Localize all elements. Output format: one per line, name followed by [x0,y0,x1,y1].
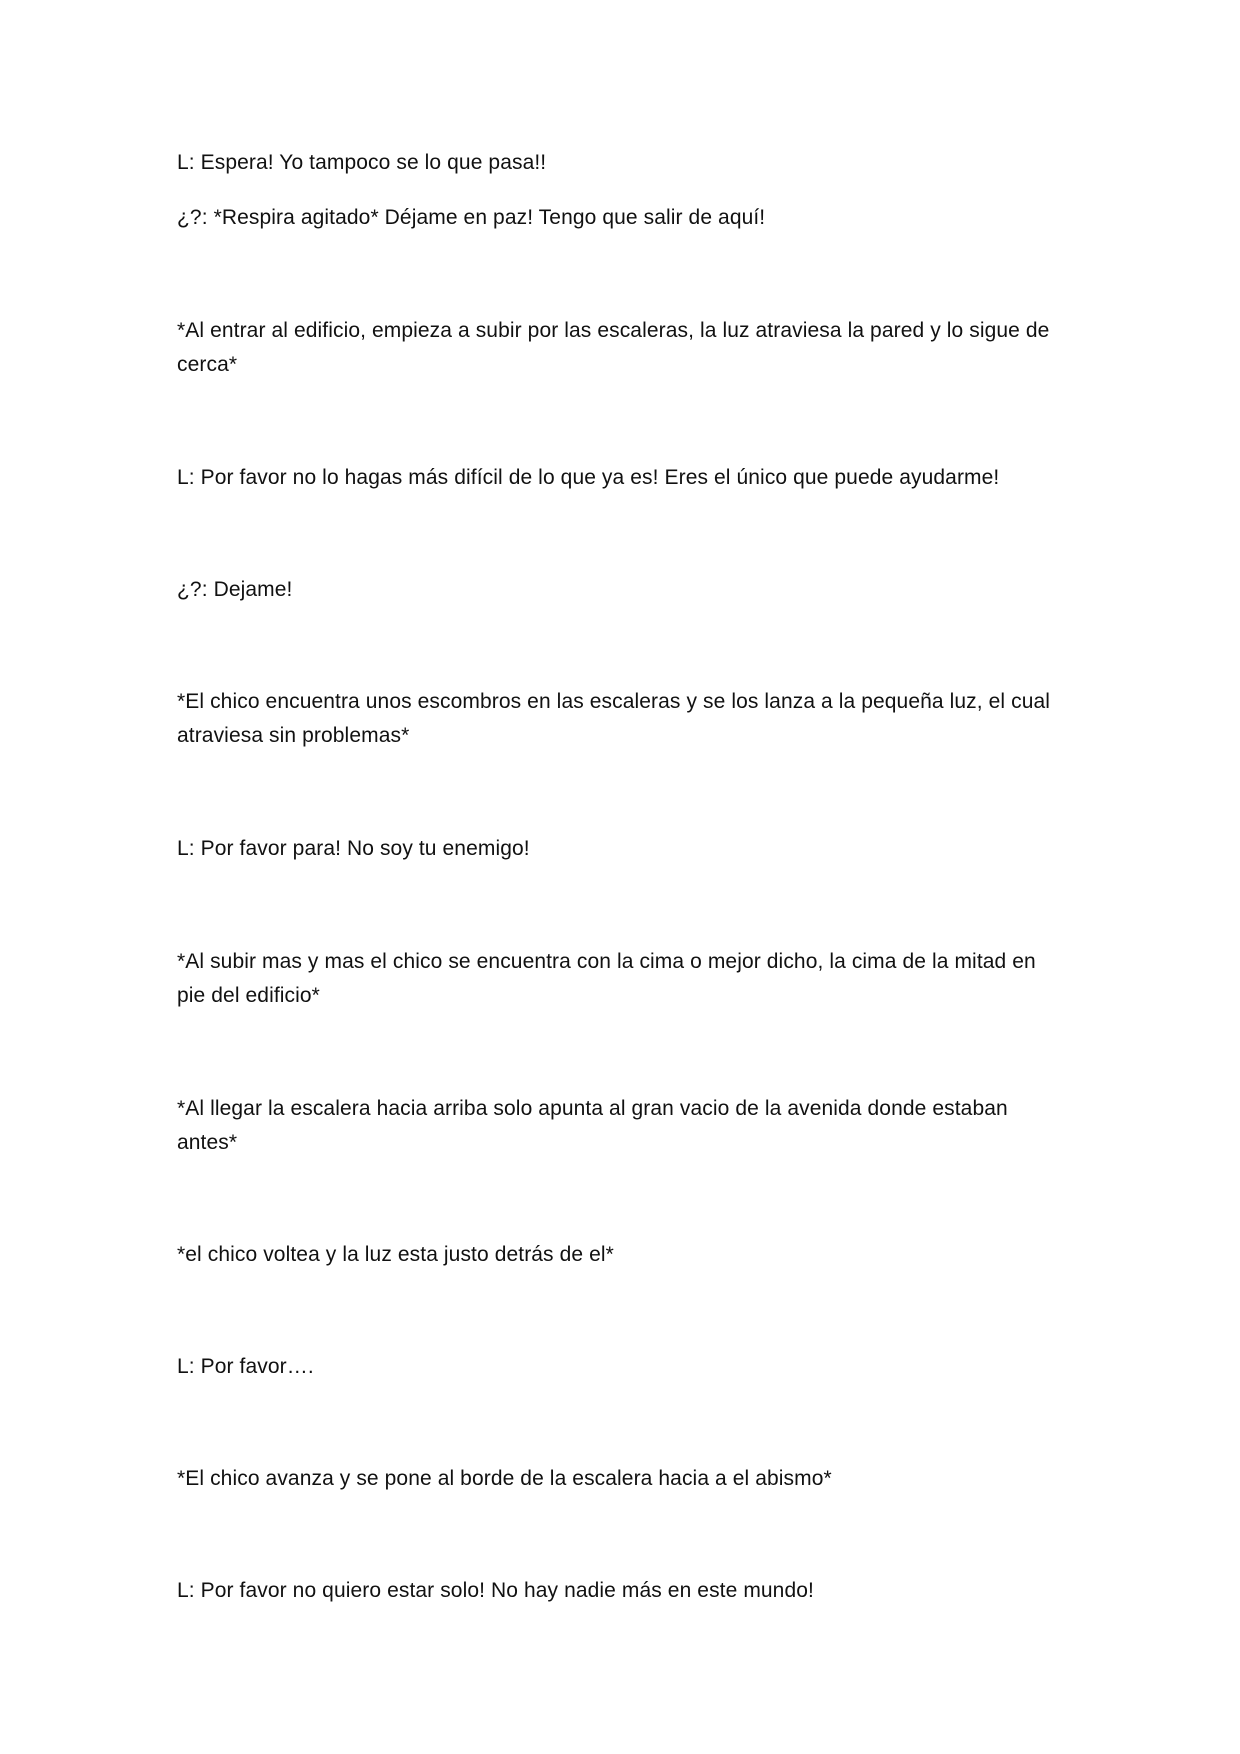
dialogue-line: L: Por favor no quiero estar solo! No hay nadie más en este mundo! [177,1579,814,1602]
narration-paragraph: *El chico avanza y se pone al borde de la escalera hacia a el abismo* [177,1467,832,1490]
dialogue-line: ¿?: *Respira agitado* Déjame en paz! Tengo que salir de aquí! [177,206,766,229]
narration-paragraph: *El chico encuentra unos escombros en las escaleras y se los lanza a la pequeña luz, el cual atraviesa sin problemas* [177,690,1051,747]
dialogue-line: L: Espera! Yo tampoco se lo que pasa!! [177,151,547,174]
dialogue-line: L: Por favor…. [177,1355,314,1378]
narration-paragraph: *el chico voltea y la luz esta justo detrás de el* [177,1243,614,1266]
narration-paragraph: *Al entrar al edificio, empieza a subir por las escaleras, la luz atraviesa la pared y lo sigue de cerca* [177,319,1050,376]
dialogue-line: ¿?: Dejame! [177,578,293,601]
narration-paragraph: *Al llegar la escalera hacia arriba solo apunta al gran vacio de la avenida donde estaban antes* [177,1097,1008,1154]
narration-paragraph: *Al subir mas y mas el chico se encuentra con la cima o mejor dicho, la cima de la mitad en pie del edificio* [177,950,1036,1007]
dialogue-line: L: Por favor no lo hagas más difícil de lo que ya es! Eres el único que puede ayudarme! [177,466,1000,489]
dialogue-line: L: Por favor para! No soy tu enemigo! [177,837,530,860]
